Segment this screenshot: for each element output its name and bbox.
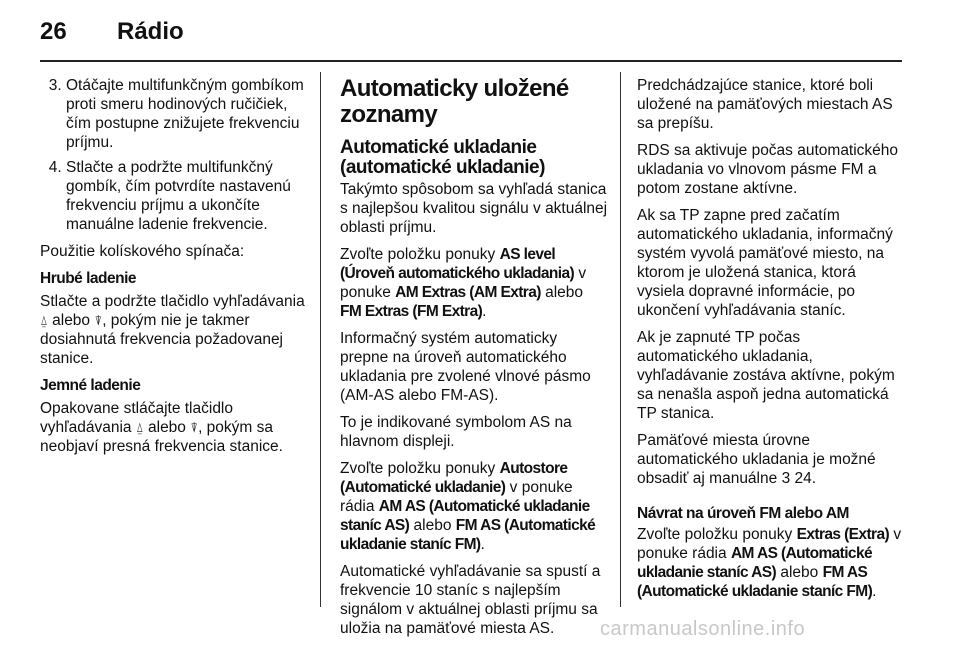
- paragraph: Automatické vyhľadávanie sa spustí a frekvencie 10 staníc s najlepším signálom v aktuálnej oblasti príjmu sa uložia na pamäťové miesta AS.: [340, 563, 601, 637]
- paragraph: Ak je zapnuté TP počas automatického ukladania, vyhľadávanie zostáva aktívne, pokým sa nenašla aspoň jedna automatická TP stanica.: [637, 329, 895, 422]
- column-middle: [340, 76, 608, 646]
- column-divider: [620, 72, 621, 607]
- usage-text: Použitie kolískového spínača:: [40, 243, 245, 260]
- watermark: carmanualsonline.info: [600, 618, 806, 640]
- paragraph: Zvoľte položku ponuky Autostore (Automatické ukladanie) v ponuke rádia AM AS (Automatické ukladanie staníc AS) alebo FM AS (Automatické ukladanie staníc FM).: [340, 460, 596, 553]
- paragraph: Pamäťové miesta úrovne automatického ukladania je možné obsadiť aj manuálne 3 24.: [637, 432, 876, 487]
- paragraph: Zvoľte položku ponuky Extras (Extra) v ponuke rádia AM AS (Automatické ukladanie staníc AS) alebo FM AS (Automatické ukladanie staníc FM).: [637, 526, 902, 600]
- paragraph: Zvoľte položku ponuky AS level (Úroveň automatického ukladania) v ponuke AM Extras (AM Extra) alebo FM Extras (FM Extra).: [340, 246, 587, 320]
- paragraph: Takýmto spôsobom sa vyhľadá stanica s najlepšou kvalitou signálu v aktuálnej oblasti príjmu.: [340, 181, 608, 236]
- list-item: [66, 76, 310, 152]
- column-divider: [320, 72, 321, 607]
- subsection-heading: Automatické ukladanie (automatické ukladanie): [340, 137, 545, 178]
- seek-down-icon: ⍒: [190, 420, 199, 435]
- menu-item-ref: FM AS (Automatické ukladanie staníc FM): [637, 564, 873, 600]
- section-heading: Automaticky uložené zoznamy: [340, 75, 569, 128]
- page-number: 26: [40, 18, 67, 45]
- menu-item-ref: Autostore (Automatické ukladanie): [340, 460, 568, 496]
- list-item: [66, 158, 310, 234]
- paragraph: Informačný systém automaticky prepne na úroveň automatického ukladania pre zvolené vlnové pásmo (AM-AS alebo FM-AS).: [340, 330, 591, 404]
- subsection-heading: Návrat na úroveň FM alebo AM: [637, 505, 849, 522]
- menu-item-ref: AM AS (Automatické ukladanie staníc AS): [340, 498, 590, 534]
- header-rule: [40, 60, 902, 62]
- menu-item-ref: AM Extras (AM Extra): [395, 284, 541, 301]
- paragraph: Predchádzajúce stanice, ktoré boli uložené na pamäťových miestach AS sa prepíšu.: [637, 77, 893, 132]
- page-header: [0, 0, 960, 60]
- running-title: Rádio: [117, 18, 184, 45]
- column-left: [40, 76, 310, 464]
- page-reference[interactable]: 24.: [794, 470, 817, 487]
- coarse-tuning-heading: Hrubé ladenie: [40, 270, 136, 287]
- paragraph: To je indikované symbolom AS na hlavnom displeji.: [340, 414, 572, 450]
- menu-item-ref: AS level (Úroveň automatického ukladania): [340, 246, 575, 282]
- coarse-tuning-text: Stlačte a podržte tlačidlo vyhľadávania ⍙ alebo ⍒, pokým nie je takmer dosiahnutá frekvencia požadovanej stanice.: [40, 293, 305, 367]
- list-item-text: Stlačte a podržte multifunkčný gombík, čím potvrdíte nastavenú frekvenciu príjmu a ukončíte manuálne ladenie frekvencie.: [66, 159, 291, 233]
- fine-tuning-text: Opakovane stláčajte tlačidlo vyhľadávania ⍙ alebo ⍒, pokým sa neobjaví presná frekvencia stanice.: [40, 400, 283, 455]
- seek-up-icon: ⍙: [40, 313, 48, 328]
- paragraph: RDS sa aktivuje počas automatického ukladania vo vlnovom pásme FM a potom zostane aktívne.: [637, 142, 899, 197]
- seek-up-icon: ⍙: [135, 420, 144, 435]
- menu-item-ref: FM Extras (FM Extra): [340, 303, 483, 320]
- steps-list: [40, 76, 310, 234]
- menu-item-ref: AM AS (Automatické ukladanie staníc AS): [637, 545, 872, 581]
- menu-item-ref: FM AS (Automatické ukladanie staníc FM): [340, 517, 596, 553]
- menu-item-ref: Extras (Extra): [796, 526, 890, 543]
- fine-tuning-heading: Jemné ladenie: [40, 377, 141, 394]
- seek-down-icon: ⍒: [94, 313, 103, 328]
- page-reference-arrow-icon: 3: [781, 470, 791, 487]
- list-item-text: Otáčajte multifunkčným gombíkom proti smeru hodinových ručičiek, čím postupne znižujete frekvenciu príjmu.: [66, 77, 304, 151]
- column-right: [637, 76, 905, 609]
- paragraph: Ak sa TP zapne pred začatím automatického ukladania, informačný systém vyvolá pamäťové miesto, na ktorom je uložená stanica, ktorá vysiela dopravné informácie, po ukončení vyhľadávania staníc.: [637, 207, 893, 319]
